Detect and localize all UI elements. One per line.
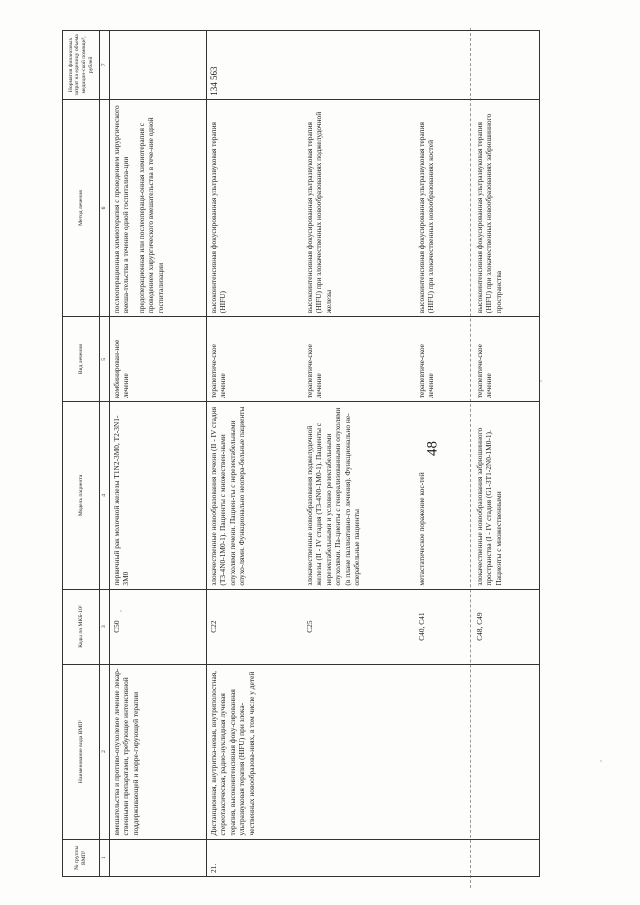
table-row bbox=[207, 31, 304, 877]
column-number: 3 bbox=[100, 589, 110, 664]
cell-treatment-method bbox=[473, 99, 540, 316]
column-number: 4 bbox=[100, 402, 110, 589]
column-number: 2 bbox=[100, 664, 110, 839]
cell-icd-codes: C22 bbox=[207, 589, 304, 664]
cell-cost bbox=[110, 31, 207, 100]
method-text: высокоинтенсивная фокусированная ультразвуковая терапия (HIFU) при злокачественных новообразованиях поджелудочной железы bbox=[305, 111, 333, 314]
rotated-table-container bbox=[62, 30, 617, 877]
column-number: 5 bbox=[100, 317, 110, 402]
page-number: 48 bbox=[424, 441, 441, 456]
cell-vmp-name bbox=[415, 664, 473, 839]
cell-treatment-method bbox=[110, 99, 207, 316]
header-icd-codes: Коды по МКБ-10² bbox=[63, 589, 100, 664]
cell-patient-model: злокачественные новообразования поджелудочной железы (II - IV стадия (T3-4N0-1M0-1). Пациенты с нерезектабельными и условно резектабельными опухолями. Па-циенты с генерализованными опухолями (в плане паллиативно-го лечения). Функционально не-операбельные пациенты bbox=[303, 402, 415, 589]
cell-icd-codes: C50 bbox=[110, 589, 207, 664]
cell-treatment-type: комбинирован-ное лечение bbox=[110, 317, 207, 402]
method-text: высокоинтенсивная фокусированная ультразвуковая терапия (HIFU) при злокачественных новообразованиях костей bbox=[417, 122, 436, 314]
column-number-row bbox=[100, 31, 110, 877]
cell-vmp-name bbox=[303, 664, 415, 839]
method-text: предоперационная или послеопераци-онная химиотерапия с проведением хирургического вмешательства в тече-ние одной госпитализации bbox=[136, 117, 165, 314]
cell-cost bbox=[415, 31, 473, 100]
cell-patient-model: злокачественные новообразования забрюшинного пространства (I - IV стадия (G1-3T1-2N0-1M0-1). Пациенты с множественными bbox=[473, 402, 540, 589]
cell-group: 21. bbox=[207, 839, 304, 876]
table-row bbox=[110, 31, 207, 877]
cell-treatment-method bbox=[207, 99, 304, 316]
cell-vmp-name: вмешательства и противо-опухолевое лечение лекар-ственными препаратами, требующее интенсивной поддерживающей и корре-гирующей терапии bbox=[110, 664, 207, 839]
vmp-tariff-table bbox=[62, 30, 540, 877]
column-number: 7 bbox=[100, 31, 110, 100]
table-row bbox=[415, 31, 473, 877]
table-header-row bbox=[63, 31, 100, 877]
cell-patient-model: первичный рак молочной железы T1N2-3M0, T2-3N1-3M0 bbox=[110, 402, 207, 589]
method-text: высокоинтенсивная фокусированная ультразвуковая терапия (HIFU) при злокачественных новообразованиях забрюшинного пространства bbox=[475, 113, 503, 314]
header-treatment-method: Метод лечения bbox=[63, 99, 100, 316]
scan-speck bbox=[540, 380, 542, 382]
method-text: послеоперационная химиотерапия с проведением хирургического вмеша-тельства в течение одной госпитализа-ции bbox=[112, 105, 131, 314]
cell-icd-codes: C40, C41 bbox=[415, 589, 473, 664]
column-number: 6 bbox=[100, 99, 110, 316]
header-cost-norm: Норматив финансовых затрат на единицу объема медицин-ской помощи³, рублей bbox=[63, 31, 100, 100]
method-text: высокоинтенсивная фокусированная ультразвуковая терапия (HIFU) bbox=[209, 122, 228, 314]
table-row bbox=[303, 31, 415, 877]
table-row bbox=[473, 31, 540, 877]
scan-speck bbox=[600, 760, 602, 762]
cell-group bbox=[473, 839, 540, 876]
cell-patient-model: метастатическое поражение кос-тей bbox=[415, 402, 473, 589]
cell-treatment-method bbox=[415, 99, 473, 316]
cell-group bbox=[110, 839, 207, 876]
column-number: 1 bbox=[100, 839, 110, 876]
cell-vmp-name: Дистанционная, внутритка-невая, внутриполостная, стереотаксическая, радио-нуклидная лучевая терапия, высокоинтенсивная фоку-сированная ультразвуковая терапия (HIFU) при злока-чественных новообразова-ниях, в том числе у детей bbox=[207, 664, 304, 839]
header-treatment-type: Вид лечения bbox=[63, 317, 100, 402]
cell-treatment-method bbox=[303, 99, 415, 316]
cell-patient-model: злокачественные новообразования печени (II - IV стадия (T3-4N0-1M0-1). Пациенты с множествен-ными опухолями печени. Пациен-ты с нерезектабельными опухо-лями. Функционально неопера-бельные пациенты bbox=[207, 402, 304, 589]
cell-treatment-type: терапевтиче-ское лечение bbox=[473, 317, 540, 402]
header-vmp-name: Наименование вида ВМП¹ bbox=[63, 664, 100, 839]
cell-treatment-type: терапевтиче-ское лечение bbox=[303, 317, 415, 402]
cell-treatment-type: терапевтиче-ское лечение bbox=[207, 317, 304, 402]
cell-icd-codes: C25 bbox=[303, 589, 415, 664]
header-patient-model: Модель пациента bbox=[63, 402, 100, 589]
cell-cost bbox=[473, 31, 540, 100]
header-group-number: № группы ВМП¹ bbox=[63, 839, 100, 876]
cell-cost bbox=[303, 31, 415, 100]
cell-group bbox=[415, 839, 473, 876]
cell-group bbox=[303, 839, 415, 876]
cell-vmp-name bbox=[473, 664, 540, 839]
cell-treatment-type: терапевтиче-ское лечение bbox=[415, 317, 473, 402]
cell-cost: 134 563 bbox=[207, 31, 304, 100]
cell-icd-codes: C48, C49 bbox=[473, 589, 540, 664]
scan-speck bbox=[120, 610, 122, 612]
